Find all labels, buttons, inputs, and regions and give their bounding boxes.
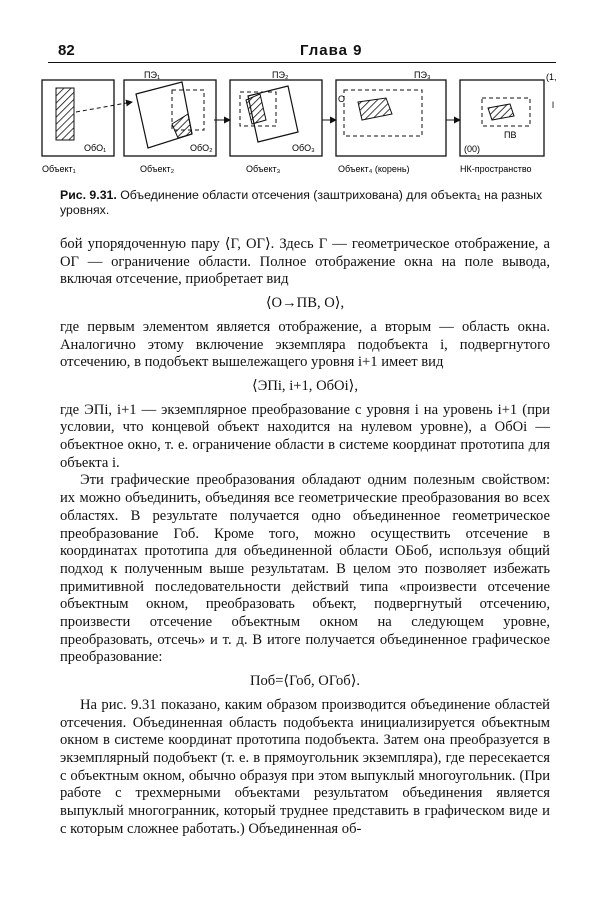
page-number: 82 — [58, 42, 75, 59]
label-corner-mid: l — [552, 100, 554, 110]
caption-lead: Рис. 9.31. — [60, 188, 117, 202]
chapter-title: Глава 9 — [300, 42, 363, 59]
clip-region-hatched — [56, 88, 74, 140]
body-text — [60, 236, 550, 839]
label-o: О — [338, 94, 346, 104]
paragraph-1: бой упорядоченную пару ⟨Г, ОГ⟩. Здесь Г — геометрическое отображение, а ОГ — ограничение области. Полное отображение окна на поле вывода, включая отсечение, приобретает вид — [60, 236, 550, 288]
panel-object-1 — [42, 80, 132, 156]
formula-1: ⟨О→ПВ, О⟩, — [265, 295, 345, 312]
label-zero: (00) — [464, 144, 481, 154]
label-pe3: ПЭ₃ — [414, 70, 431, 80]
figure-9-31 — [40, 62, 560, 188]
paragraph-5: На рис. 9.31 показано, каким образом производится объединение областей отсечения. Объединенная область подобъекта инициализируется объектным окном в системе координат прототипа подобъекта. Затем она преобразуется в экземплярный подобъект (т. е. в прямоугольник экземпляра), где пересекается с объектным окном, обычно образуя при этом выпуклый многоугольник. (При работе с трехмерными объектами результатом объединения является выпуклый многогранник, который труднее представить в графическом виде и с которым сложнее работать.) Объединенная об- — [60, 696, 550, 837]
figure-caption — [60, 188, 550, 218]
paragraph-4: Эти графические преобразования обладают одним полезным свойством: их можно объединить, объединяя все геометрические преобразования во всех областях. В результате получается одно объединенное геометрическое преобразование Гоб. Кроме того, можно осуществить отсечение в координатах прототипа для объединенной области ОБоб, используя общий подход к полученным выше результатам. В целом это позволяет избежать примитивной последовательности действий типа «произвести отсечение объектным окном, преобразовать объект, подвергнутый отсечению, произвести отсечение объектным окном на следующем уровне, преобразовать, отсечь» и т. д. В итоге получается объединенное графическое преобразование: — [60, 472, 550, 666]
panel-nk-space — [460, 72, 557, 156]
label-obo3: ОбО₃ — [292, 143, 315, 153]
page-header — [48, 40, 556, 63]
paragraph-2: где первым элементом является отображение, а вторым — область окна. Аналогично этому включение экземпляра подобъекта i, подвергнутого отсечению, в подобъект вышележащего уровня i+1 имеет вид — [60, 318, 550, 371]
label-pv: ПВ — [504, 130, 517, 140]
caption-text: Объединение области отсечения (заштрихована) для объекта₁ на разных уровнях. — [60, 188, 543, 217]
panel-object-2 — [124, 70, 230, 156]
paragraph-3: где ЭПi, i+1 — экземплярное преобразование с уровня i на уровень i+1 (при условии, что концевой объект находится на нулевом уровне), а ОбОi — объектное окно, т. е. ограничение области в системе координат прототипа для объекта i. — [60, 401, 550, 471]
caption-nk-space: НК-пространство — [460, 164, 532, 174]
label-corner-top: (1, — [546, 72, 557, 82]
caption-object-1: Объект₁ — [42, 164, 76, 174]
label-pe2: ПЭ₂ — [272, 70, 289, 80]
formula-3: Поб=⟨Гоб, ОГоб⟩. — [249, 673, 361, 690]
label-obo1: ОбО₁ — [84, 143, 107, 153]
caption-object-2: Объект₂ — [140, 164, 175, 174]
label-pe1: ПЭ₁ — [144, 70, 160, 80]
panel-object-4-root — [336, 70, 460, 156]
caption-object-3: Объект₃ — [246, 164, 281, 174]
formula-2: ⟨ЭПi, i+1, ОбОi⟩, — [252, 377, 358, 394]
panel-object-3 — [230, 70, 336, 156]
caption-object-4: Объект₄ (корень) — [338, 164, 410, 174]
label-obo2: ОбО₂ — [190, 143, 213, 153]
